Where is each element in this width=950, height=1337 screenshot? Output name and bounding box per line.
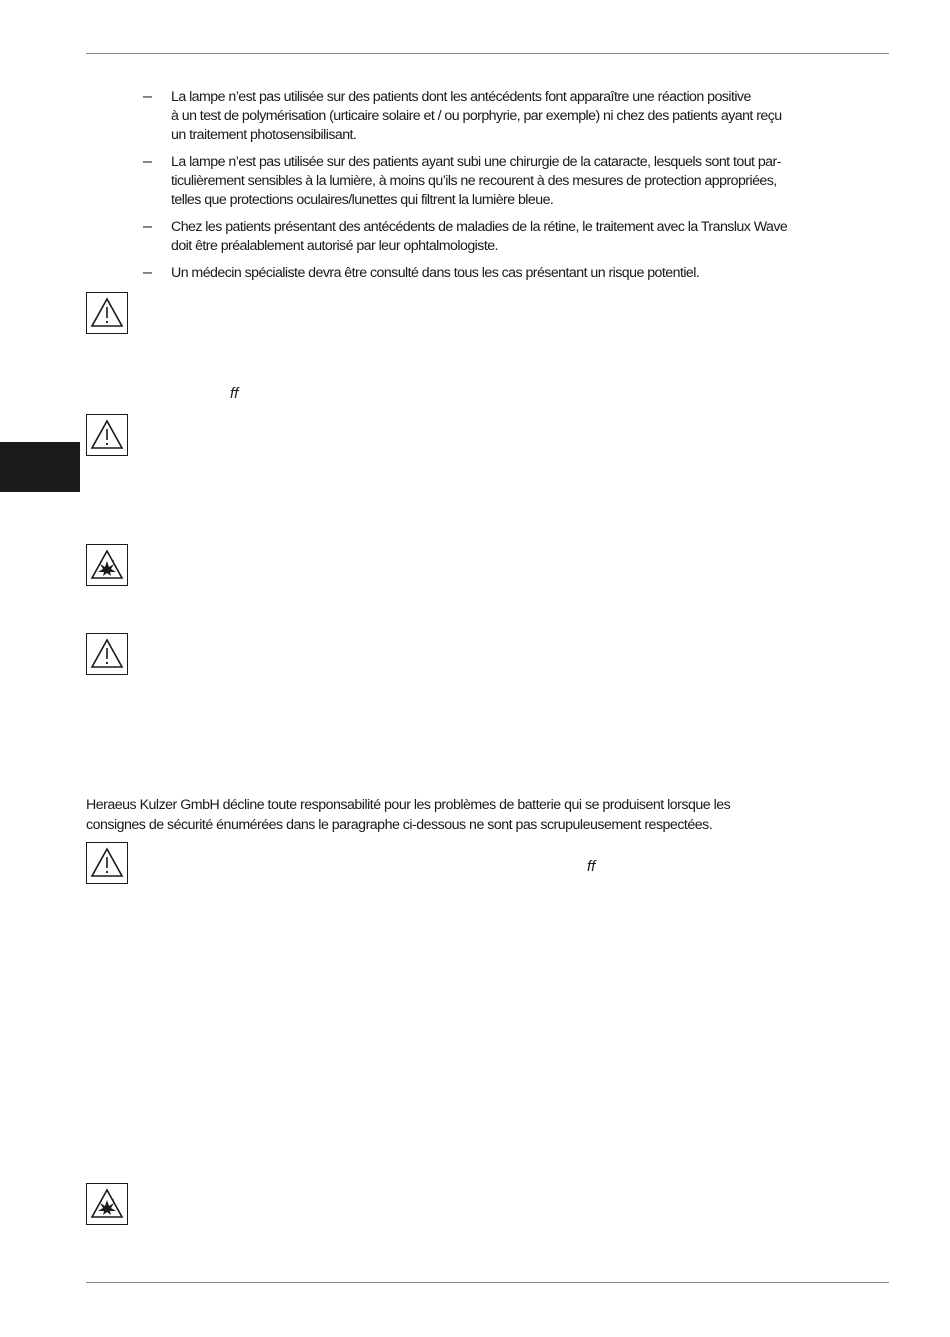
bullet-line: un traitement photosensibilisant. [171, 127, 357, 143]
bullet-dash: – [143, 153, 152, 170]
warning-triangle-icon [86, 292, 128, 334]
header-rule [86, 53, 889, 54]
explosion-hazard-icon [86, 544, 128, 586]
bullet-line: La lampe n’est pas utilisée sur des patients dont les antécédents font apparaître une réaction positive [171, 89, 751, 105]
bullet-line: La lampe n’est pas utilisée sur des patients ayant subi une chirurgie de la cataracte, lesquels sont tout par- [171, 154, 781, 170]
bullet-line: telles que protections oculaires/lunettes qui filtrent la lumière bleue. [171, 192, 554, 208]
text-fragment: ff [230, 385, 239, 402]
bullet-line: Chez les patients présentant des antécédents de maladies de la rétine, le traitement avec la Translux Wave [171, 219, 788, 235]
bullet-list [143, 88, 895, 291]
disclaimer-paragraph [86, 795, 886, 835]
bullet-line: Un médecin spécialiste devra être consulté dans tous les cas présentant un risque potentiel. [171, 265, 700, 281]
paragraph-line: consignes de sécurité énumérées dans le paragraphe ci-dessous ne sont pas scrupuleusement respectées. [86, 817, 713, 833]
paragraph-line: Heraeus Kulzer GmbH décline toute responsabilité pour les problèmes de batterie qui se produisent lorsque les [86, 797, 731, 813]
footer-rule [86, 1282, 889, 1283]
bullet-line: à un test de polymérisation (urticaire solaire et / ou porphyrie, par exemple) ni chez des patients ayant reçu [171, 108, 782, 124]
list-item [143, 264, 895, 283]
explosion-hazard-icon [86, 1183, 128, 1225]
warning-triangle-icon [86, 414, 128, 456]
list-item [143, 218, 895, 256]
warning-triangle-icon [86, 842, 128, 884]
bullet-line: ticulièrement sensibles à la lumière, à moins qu’ils ne recourent à des mesures de protection appropriées, [171, 173, 777, 189]
list-item [143, 88, 895, 145]
bullet-dash: – [143, 218, 152, 235]
section-tab [0, 442, 80, 492]
bullet-dash: – [143, 88, 152, 105]
text-fragment: ff [587, 858, 596, 875]
bullet-line: doit être préalablement autorisé par leur ophtalmologiste. [171, 238, 498, 254]
list-item [143, 153, 895, 210]
warning-triangle-icon [86, 633, 128, 675]
bullet-dash: – [143, 264, 152, 281]
